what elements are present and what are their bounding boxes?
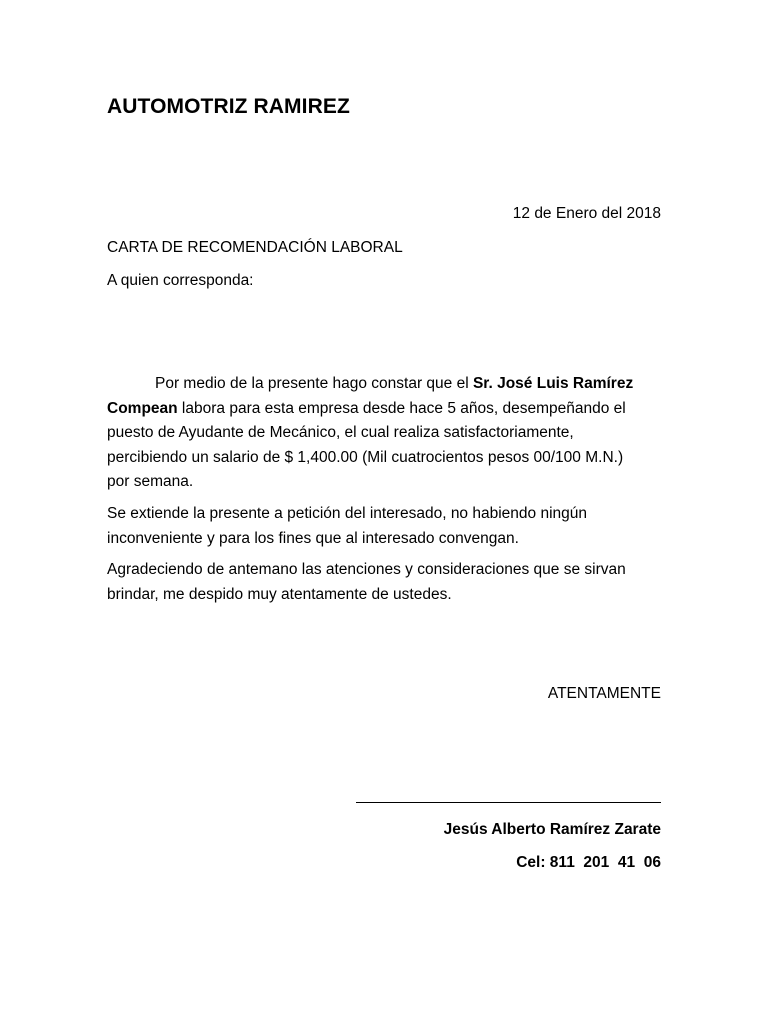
paragraph-thanks — [107, 558, 663, 607]
closing-text: ATENTAMENTE — [547, 685, 661, 702]
company-name: AUTOMOTRIZ RAMIREZ — [107, 95, 350, 118]
letter-title: CARTA DE RECOMENDACIÓN LABORAL — [107, 239, 403, 256]
letter-greeting: A quien corresponda: — [107, 272, 254, 289]
letter-date: 12 de Enero del 2018 — [512, 205, 661, 222]
paragraph-line: percibiendo un salario de $ 1,400.00 (Mil cuatrocientos pesos 00/100 M.N.) — [107, 448, 624, 466]
employee-name-part2: Compean — [107, 399, 178, 417]
paragraph-employment — [107, 372, 663, 495]
paragraph-request — [107, 502, 663, 551]
paragraph-line: Agradeciendo de antemano las atenciones y consideraciones que se sirvan — [107, 561, 626, 578]
paragraph-line: por semana. — [107, 473, 194, 490]
paragraph-line — [107, 372, 663, 397]
paragraph-line: Se extiende la presente a petición del interesado, no habiendo ningún — [107, 505, 588, 522]
paragraph-line: brindar, me despido muy atentamente de ustedes. — [107, 585, 452, 603]
signer-name: Jesús Alberto Ramírez Zarate — [443, 821, 661, 838]
text-run: labora para esta empresa desde hace 5 años, desempeñando el — [177, 399, 626, 417]
signer-phone: Cel: 811 201 41 06 — [516, 854, 661, 871]
paragraph-line: inconveniente y para los fines que al interesado convengan. — [107, 529, 519, 547]
paragraph-line — [107, 397, 663, 422]
text-run: Por medio de la presente hago constar que el — [155, 375, 473, 392]
employee-name-part1: Sr. José Luis Ramírez — [472, 375, 634, 392]
paragraph-line: puesto de Ayudante de Mecánico, el cual realiza satisfactoriamente, — [107, 424, 574, 441]
signature-line — [356, 802, 661, 803]
